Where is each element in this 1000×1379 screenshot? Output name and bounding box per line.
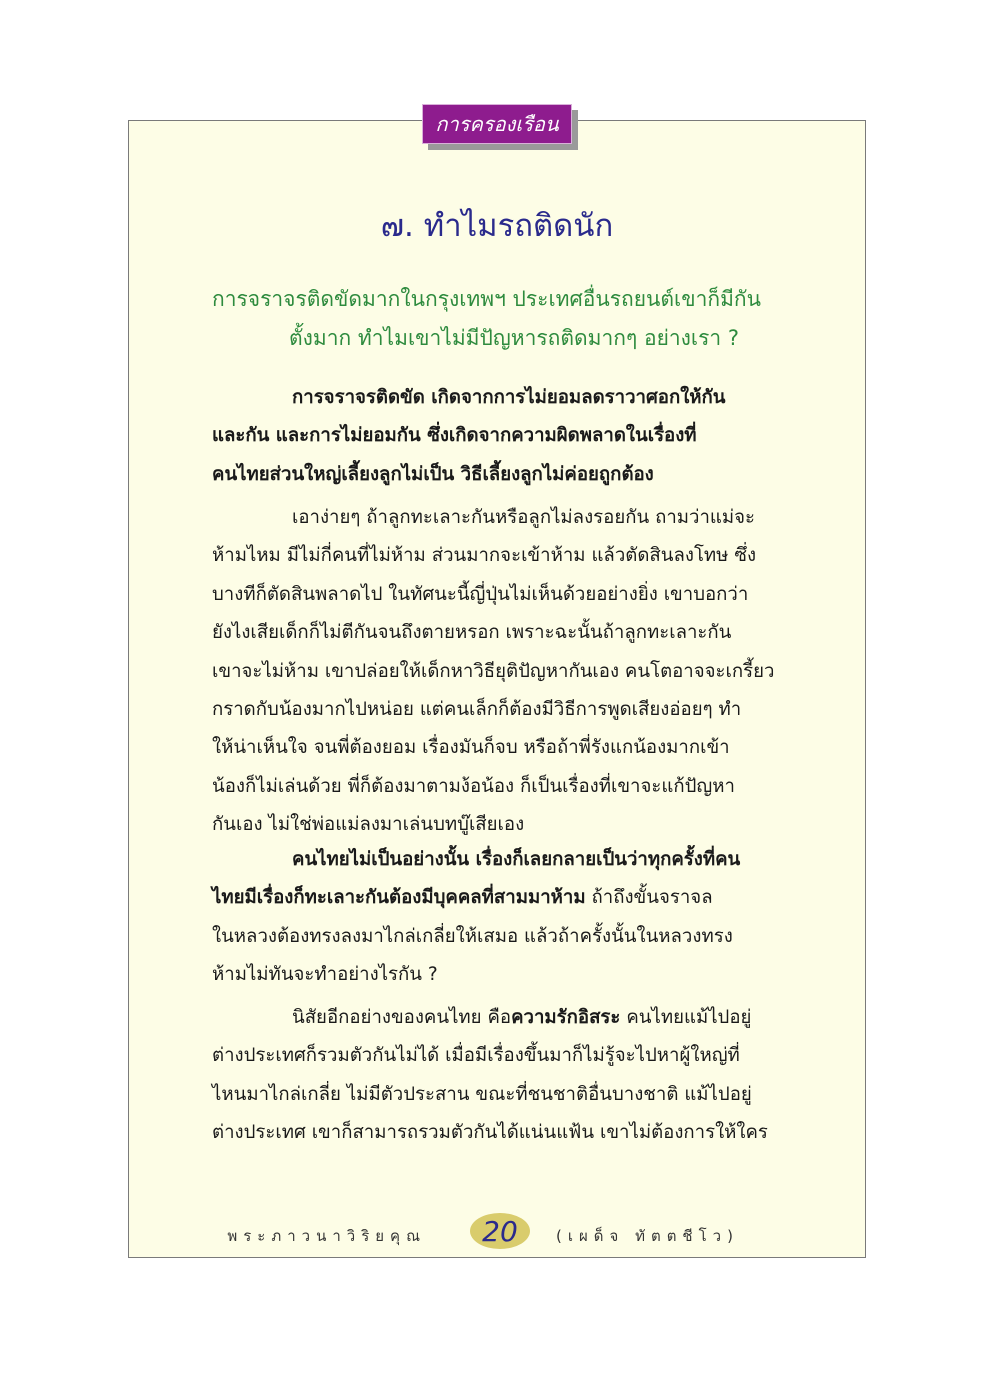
- paragraph-line: ห้ามไหม มีไม่กี่คนที่ไม่ห้าม ส่วนมากจะเข้าห้าม แล้วตัดสินลงโทษ ซึ่ง: [212, 545, 757, 567]
- paragraph-line: การจราจรติดขัด เกิดจากการไม่ยอมลดราวาศอกให้กัน: [292, 387, 726, 408]
- paragraph-3: [212, 841, 804, 995]
- section-tab: [422, 104, 572, 144]
- bold-text: ไทยมีเรื่องก็ทะเลาะกันต้องมีบุคคลที่สามมาห้าม: [212, 887, 586, 909]
- paragraph-line: ในหลวงต้องทรงลงมาไกล่เกลี่ยให้เสมอ แล้วถ้าครั้งนั้นในหลวงทรง: [212, 925, 733, 947]
- paragraph-line: กราดกับน้องมากไปหน่อย แต่คนเล็กก็ต้องมีวิธีการพูดเสียงอ่อยๆ ทำ: [212, 699, 742, 721]
- paragraph-1: [212, 379, 804, 494]
- paragraph-line: ต่างประเทศ เขาก็สามารถรวมตัวกันได้แน่นแฟ้น เขาไม่ต้องการให้ใคร: [212, 1122, 768, 1144]
- page-number: 20: [482, 1214, 518, 1248]
- page-number-badge: [470, 1213, 530, 1249]
- paragraph-line: [212, 999, 804, 1037]
- paragraph-line: และกัน และการไม่ยอมกัน ซึ่งเกิดจากความผิดพลาดในเรื่องที่: [212, 425, 697, 447]
- paragraph-line: ไหนมาไกล่เกลี่ย ไม่มีตัวประสาน ขณะที่ชนชาติอื่นบางชาติ แม้ไปอยู่: [212, 1083, 752, 1105]
- question-block: [212, 280, 812, 358]
- paragraph-line: บางทีก็ตัดสินพลาดไป ในทัศนะนี้ญี่ปุ่นไม่เห็นด้วยอย่างยิ่ง เขาบอกว่า: [212, 583, 749, 605]
- footer-author-title: พระภาวนาวิริยคุณ: [227, 1227, 426, 1245]
- paragraph-line: คนไทยไม่เป็นอย่างนั้น เรื่องก็เลยกลายเป็นว่าทุกครั้งที่คน: [292, 849, 741, 870]
- footer-author-name: (เผด็จ ทัตตชีโว): [556, 1227, 739, 1245]
- paragraph-line: [212, 879, 804, 917]
- paragraph-line: เอาง่ายๆ ถ้าลูกทะเลาะกันหรือลูกไม่ลงรอยกัน ถามว่าแม่จะ: [292, 507, 756, 528]
- section-tab-label: การครองเรือน: [435, 112, 559, 136]
- paragraph-2: [212, 499, 804, 845]
- question-line-2: ตั้งมาก ทำไมเขาไม่มีปัญหารถติดมากๆ อย่างเรา ?: [289, 326, 739, 350]
- paragraph-line: เขาจะไม่ห้าม เขาปล่อยให้เด็กหาวิธียุติปัญหากันเอง คนโตอาจจะเกรี้ยว: [212, 660, 775, 682]
- paragraph-text: คนไทยแม้ไปอยู่: [620, 1007, 752, 1028]
- bold-text: ความรักอิสระ: [511, 1007, 621, 1028]
- paragraph-line: ให้น่าเห็นใจ จนพี่ต้องยอม เรื่องมันก็จบ หรือถ้าพี่รังแกน้องมากเข้า: [212, 737, 730, 759]
- question-line-1: การจราจรติดขัดมากในกรุงเทพฯ ประเทศอื่นรถยนต์เขาก็มีกัน: [212, 287, 762, 311]
- paragraph-line: ยังไงเสียเด็กก็ไม่ตีกันจนถึงตายหรอก เพราะฉะนั้นถ้าลูกทะเลาะกัน: [212, 622, 732, 644]
- paragraph-text: นิสัยอีกอย่างของคนไทย คือ: [292, 1007, 512, 1028]
- paragraph-line: น้องก็ไม่เล่นด้วย พี่ก็ต้องมาตามง้อน้อง ก็เป็นเรื่องที่เขาจะแก้ปัญหา: [212, 775, 735, 797]
- paragraph-text: ถ้าถึงขั้นจราจล: [585, 887, 713, 909]
- paragraph-line: คนไทยส่วนใหญ่เลี้ยงลูกไม่เป็น วิธีเลี้ยงลูกไม่ค่อยถูกต้อง: [212, 463, 654, 485]
- paragraph-line: กันเอง ไม่ใช่พ่อแม่ลงมาเล่นบทบู๊เสียเอง: [212, 814, 525, 836]
- paragraph-line: ต่างประเทศก็รวมตัวกันไม่ได้ เมื่อมีเรื่องขึ้นมาก็ไม่รู้จะไปหาผู้ใหญ่ที่: [212, 1045, 740, 1067]
- paragraph-line: ห้ามไม่ทันจะทำอย่างไรกัน ?: [212, 964, 438, 986]
- paragraph-4: [212, 999, 804, 1153]
- chapter-title: ๗. ทำไมรถติดนัก: [380, 208, 614, 244]
- page-footer: [128, 1213, 866, 1253]
